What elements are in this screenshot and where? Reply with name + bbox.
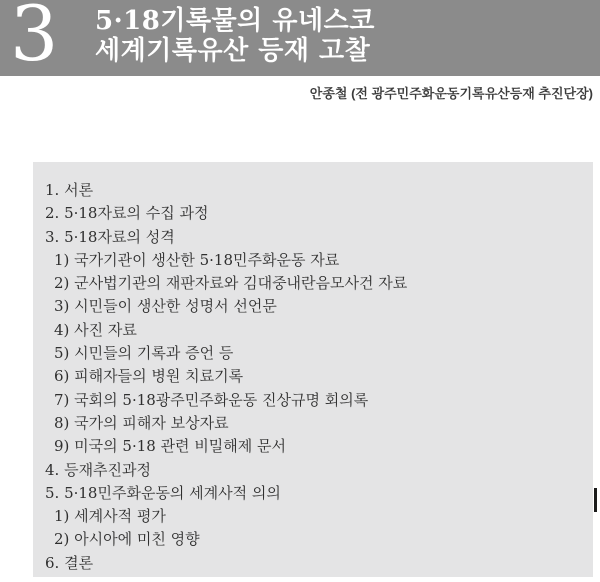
page-edge-mark [594,488,597,512]
toc-item: 9) 미국의 5·18 관련 비밀해제 문서 [54,437,287,456]
toc-item: 5) 시민들의 기록과 증언 등 [54,344,234,363]
chapter-title-line-2: 세계기록유산 등재 고찰 [95,36,371,66]
chapter-title-line-1: 5·18기록물의 유네스코 [95,6,375,36]
toc-item: 4) 사진 자료 [54,320,137,339]
toc-item: 1) 국가기관이 생산한 5·18민주화운동 자료 [54,250,340,269]
table-of-contents-box [33,162,593,577]
toc-item: 3) 시민들이 생산한 성명서 선언문 [54,297,277,316]
chapter-title [95,6,375,66]
toc-item: 2) 군사법기관의 재판자료와 김대중내란음모사건 자료 [54,274,408,293]
toc-item: 2. 5·18자료의 수집 과정 [45,204,209,223]
chapter-number: 3 [10,0,59,78]
toc-item: 1) 세계사적 평가 [54,507,166,526]
toc-item: 1. 서론 [45,181,94,199]
toc-item: 3. 5·18자료의 성격 [45,227,175,246]
chapter-header-banner [0,0,600,76]
toc-item: 8) 국가의 피해자 보상자료 [54,413,229,432]
toc-item: 6) 피해자들의 병원 치료기록 [54,367,244,386]
toc-item: 4. 등재추진과정 [45,460,152,479]
toc-item: 2) 아시아에 미친 영향 [54,530,200,549]
toc-item: 7) 국회의 5·18광주민주화운동 진상규명 회의록 [54,390,369,409]
toc-item: 5. 5·18민주화운동의 세계사적 의의 [45,483,281,502]
toc-item: 6. 결론 [45,553,94,572]
author-credit: 안종철 (전 광주민주화운동기록유산등재 추진단장) [309,86,593,101]
